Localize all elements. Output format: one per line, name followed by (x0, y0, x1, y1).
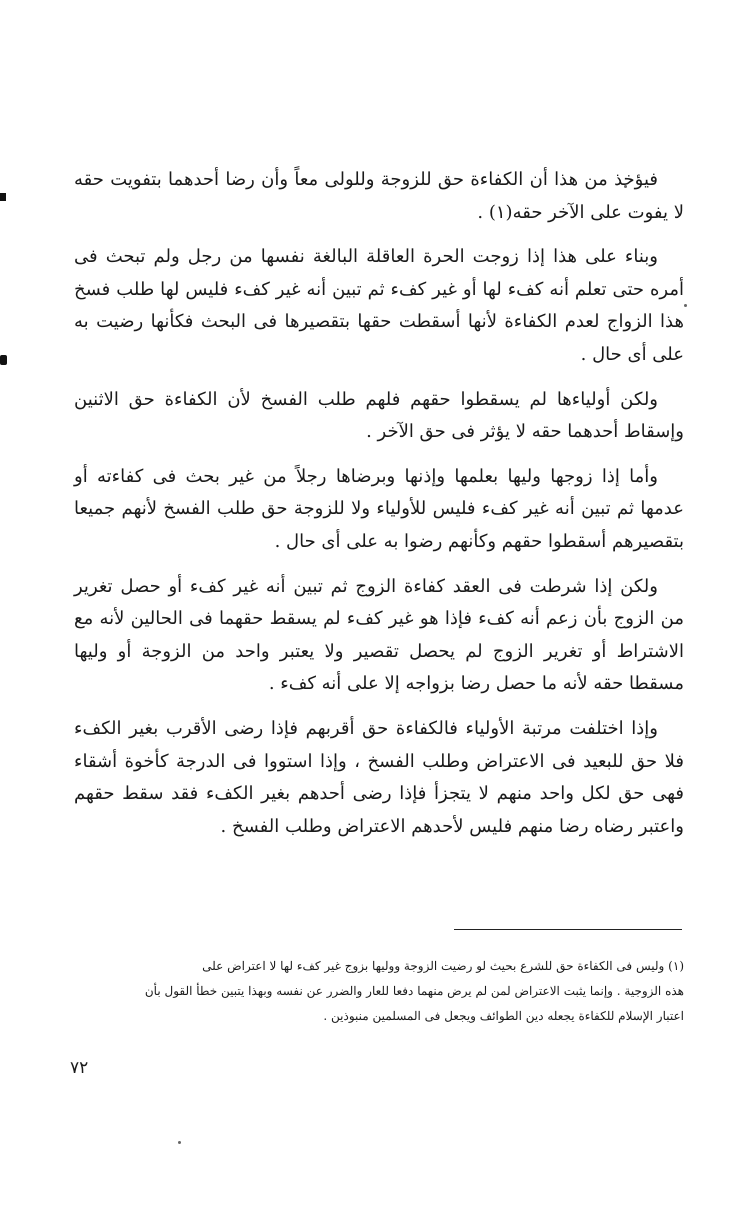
paragraph: ولكن أولياءها لم يسقطوا حقهم فلهم طلب الفسخ لأن الكفاءة حق الاثنين وإسقاط أحدهما حقه لا يؤثر فى حق الآخر . (74, 388, 684, 443)
scan-speck (684, 304, 687, 307)
footnote (68, 954, 684, 1029)
page-number: ٧٢ (70, 1058, 89, 1078)
paragraph: فيؤخذ من هذا أن الكفاءة حق للزوجة وللولى معاً وأن رضا أحدهما بتفويت حقه لا يفوت على الآخر حقه(١) . (74, 169, 684, 223)
footnote-divider (454, 929, 682, 930)
paragraph: ولكن إذا شرطت فى العقد كفاءة الزوج ثم تبين أنه غير كفء أو حصل تغرير من الزوج بأن زعم أنه كفء فإذا هو غير كفء لم يسقط حقهما فى الحالين لأنه مع الاشتراط أو تغرير الزوج لم يحصل تقصير ولا يعتبر واحد من الزوجة أو وليها مسقطا حقه لأنه ما حصل رضا بزواجه إلا على أنه كفء . (74, 575, 684, 695)
scan-edge-mark (0, 355, 7, 365)
footnote-line: اعتبار الإسلام للكفاءة يجعله دين الطوائف ويجعل فى المسلمين منبوذين . (323, 1009, 684, 1023)
main-text (74, 164, 684, 855)
paragraph: وإذا اختلفت مرتبة الأولياء فالكفاءة حق أقربهم فإذا رضى الأقرب بغير الكفء فلا حق للبعيد فى الاعتراض وطلب الفسخ ، وإذا استووا فى الدرجة كأخوة أشقاء فهى حق لكل واحد منهم لا يتجزأ فإذا رضى أحدهم بغير الكفء فقد سقط حقهم واعتبر رضاه رضا منهم فليس لأحدهم الاعتراض وطلب الفسخ . (74, 717, 684, 837)
paragraph: وبناء على هذا إذا زوجت الحرة العاقلة البالغة نفسها من رجل ولم تبحث فى أمره حتى تعلم أنه كفء لها أو غير كفء ثم تبين أنه غير كفء فليس لها طلب فسخ هذا الزواج لعدم الكفاءة لأنها أسقطت حقها بتقصيرها فى البحث فكأنها رضيت به على أى حال . (74, 246, 684, 365)
footnote-line: (١) وليس فى الكفاءة حق للشرع بحيث لو رضيت الزوجة ووليها بزوج غير كفء لها لا اعتراض على (202, 959, 684, 973)
paragraph: وأما إذا زوجها وليها بعلمها وإذنها وبرضاها رجلاً من غير بحث فى كفاءته أو عدمها ثم تبين أنه غير كفء فليس للأولياء ولا للزوجة حق طلب الفسخ لأنهم جميعا بتقصيرهم أسقطوا حقهم وكأنهم رضوا به على أى حال . (74, 465, 684, 552)
scan-edge-mark (0, 193, 6, 201)
scan-speck (178, 1141, 181, 1144)
footnote-line: هذه الزوجية . وإنما يثبت الاعتراض لمن لم يرض منهما دفعا للعار والضرر عن نفسه وبهذا يتبين خطأ القول بأن (144, 984, 684, 998)
